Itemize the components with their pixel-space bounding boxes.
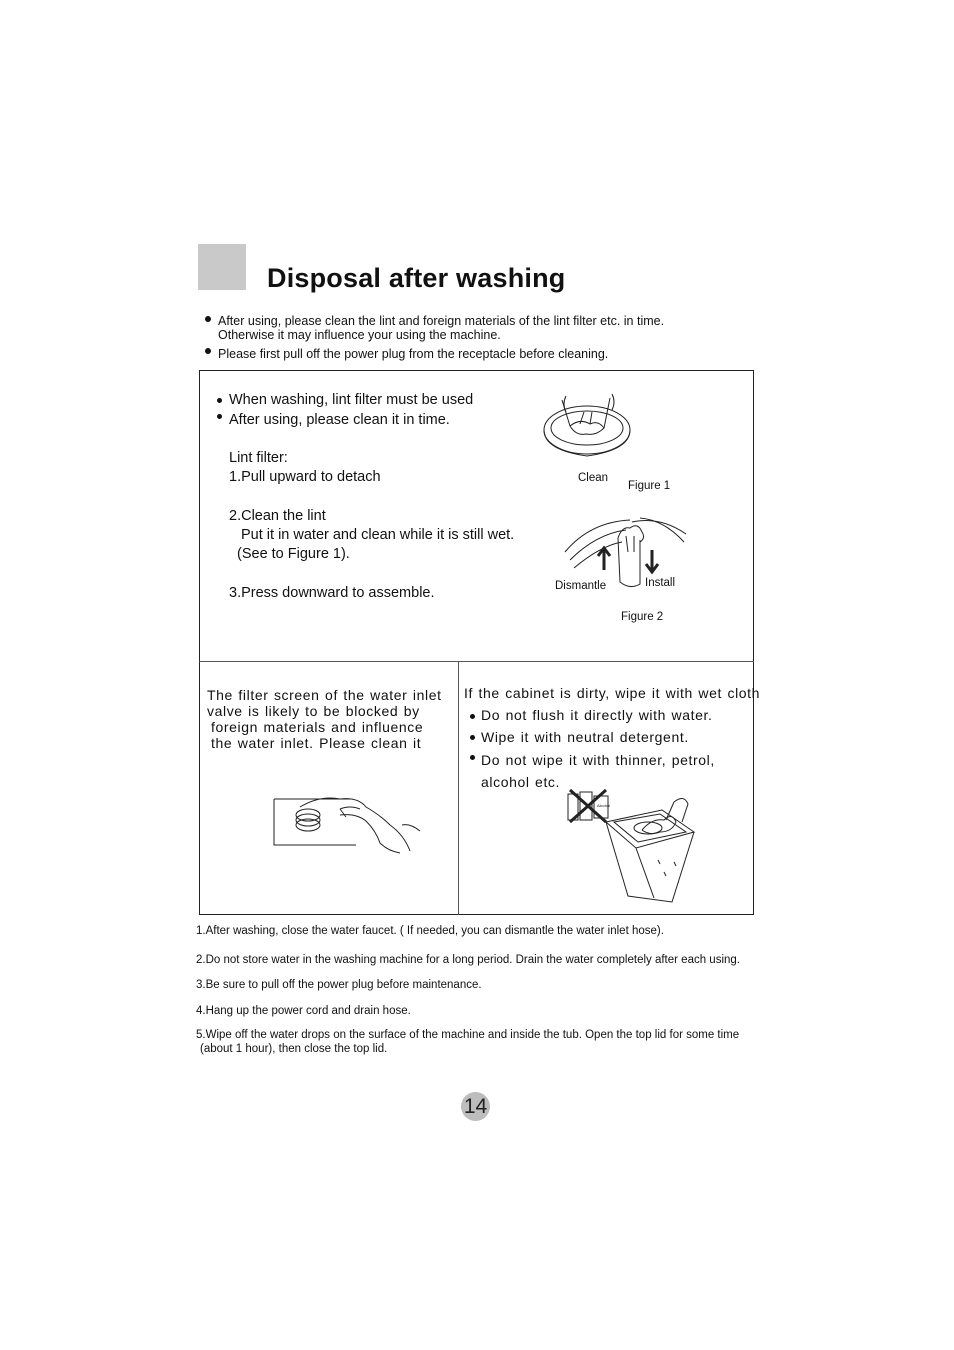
inlet-line-2: valve is likely to be blocked by <box>207 703 420 719</box>
bullet-dot <box>217 414 222 419</box>
figure-1-caption: Figure 1 <box>628 480 671 492</box>
lint-step-2-ref: (See to Figure 1). <box>237 546 350 562</box>
figure-2-caption: Figure 2 <box>621 611 664 623</box>
inlet-line-4: the water inlet. Please clean it <box>211 735 422 751</box>
note-5a: 5.Wipe off the water drops on the surface of the machine and inside the tub. Open the top lid for some time <box>196 1029 740 1041</box>
figure-2-install-label: Install <box>645 577 676 589</box>
note-5b: (about 1 hour), then close the top lid. <box>200 1043 388 1055</box>
cabinet-bullet-3b: alcohol etc. <box>481 774 561 790</box>
cabinet-bullet-3a: Do not wipe it with thinner, petrol, <box>481 752 715 768</box>
figure-1-label: Clean <box>578 472 609 484</box>
washing-machine-cleaning-illustration <box>602 792 700 904</box>
lint-bullet-1: When washing, lint filter must be used <box>229 392 474 408</box>
lint-step-2: 2.Clean the lint <box>229 508 326 524</box>
cabinet-bullet-2: Wipe it with neutral detergent. <box>481 729 689 745</box>
lint-step-2-detail: Put it in water and clean while it is still wet. <box>241 527 515 543</box>
bullet-dot <box>470 755 475 760</box>
cabinet-bullet-1: Do not flush it directly with water. <box>481 707 713 723</box>
intro-line-1a: After using, please clean the lint and foreign materials of the lint filter etc. in time. <box>218 314 665 328</box>
page-number: 14 <box>461 1092 490 1121</box>
note-3: 3.Be sure to pull off the power plug before maintenance. <box>196 979 482 991</box>
bullet-dot <box>470 735 475 740</box>
bottle-label: Alcohol <box>597 803 611 808</box>
note-4: 4.Hang up the power cord and drain hose. <box>196 1005 411 1017</box>
figure-2-dismantle-label: Dismantle <box>555 580 607 592</box>
inlet-filter-illustration <box>270 795 425 857</box>
note-2: 2.Do not store water in the washing machine for a long period. Drain the water completely after each using. <box>196 954 740 966</box>
intro-line-1b: Otherwise it may influence your using the machine. <box>218 328 501 342</box>
lint-bullet-2: After using, please clean it in time. <box>229 412 450 428</box>
box-divider-horizontal <box>199 661 754 662</box>
page-title: Disposal after washing <box>267 263 566 293</box>
figure-1-illustration <box>540 390 640 470</box>
cabinet-heading: If the cabinet is dirty, wipe it with wet cloth <box>464 685 761 701</box>
lint-step-1: 1.Pull upward to detach <box>229 469 381 485</box>
box-divider-vertical <box>458 662 459 915</box>
bullet-dot <box>205 348 211 354</box>
inlet-line-1: The filter screen of the water inlet <box>207 687 442 703</box>
lint-heading: Lint filter: <box>229 450 288 466</box>
bullet-dot <box>470 714 475 719</box>
bullet-dot <box>217 398 222 403</box>
note-1: 1.After washing, close the water faucet. ( If needed, you can dismantle the water inlet hose). <box>196 925 664 937</box>
lint-step-3: 3.Press downward to assemble. <box>229 585 435 601</box>
section-marker <box>198 244 246 290</box>
bullet-dot <box>205 316 211 322</box>
intro-line-2: Please first pull off the power plug from the receptacle before cleaning. <box>218 347 609 361</box>
inlet-line-3: foreign materials and influence <box>211 719 424 735</box>
